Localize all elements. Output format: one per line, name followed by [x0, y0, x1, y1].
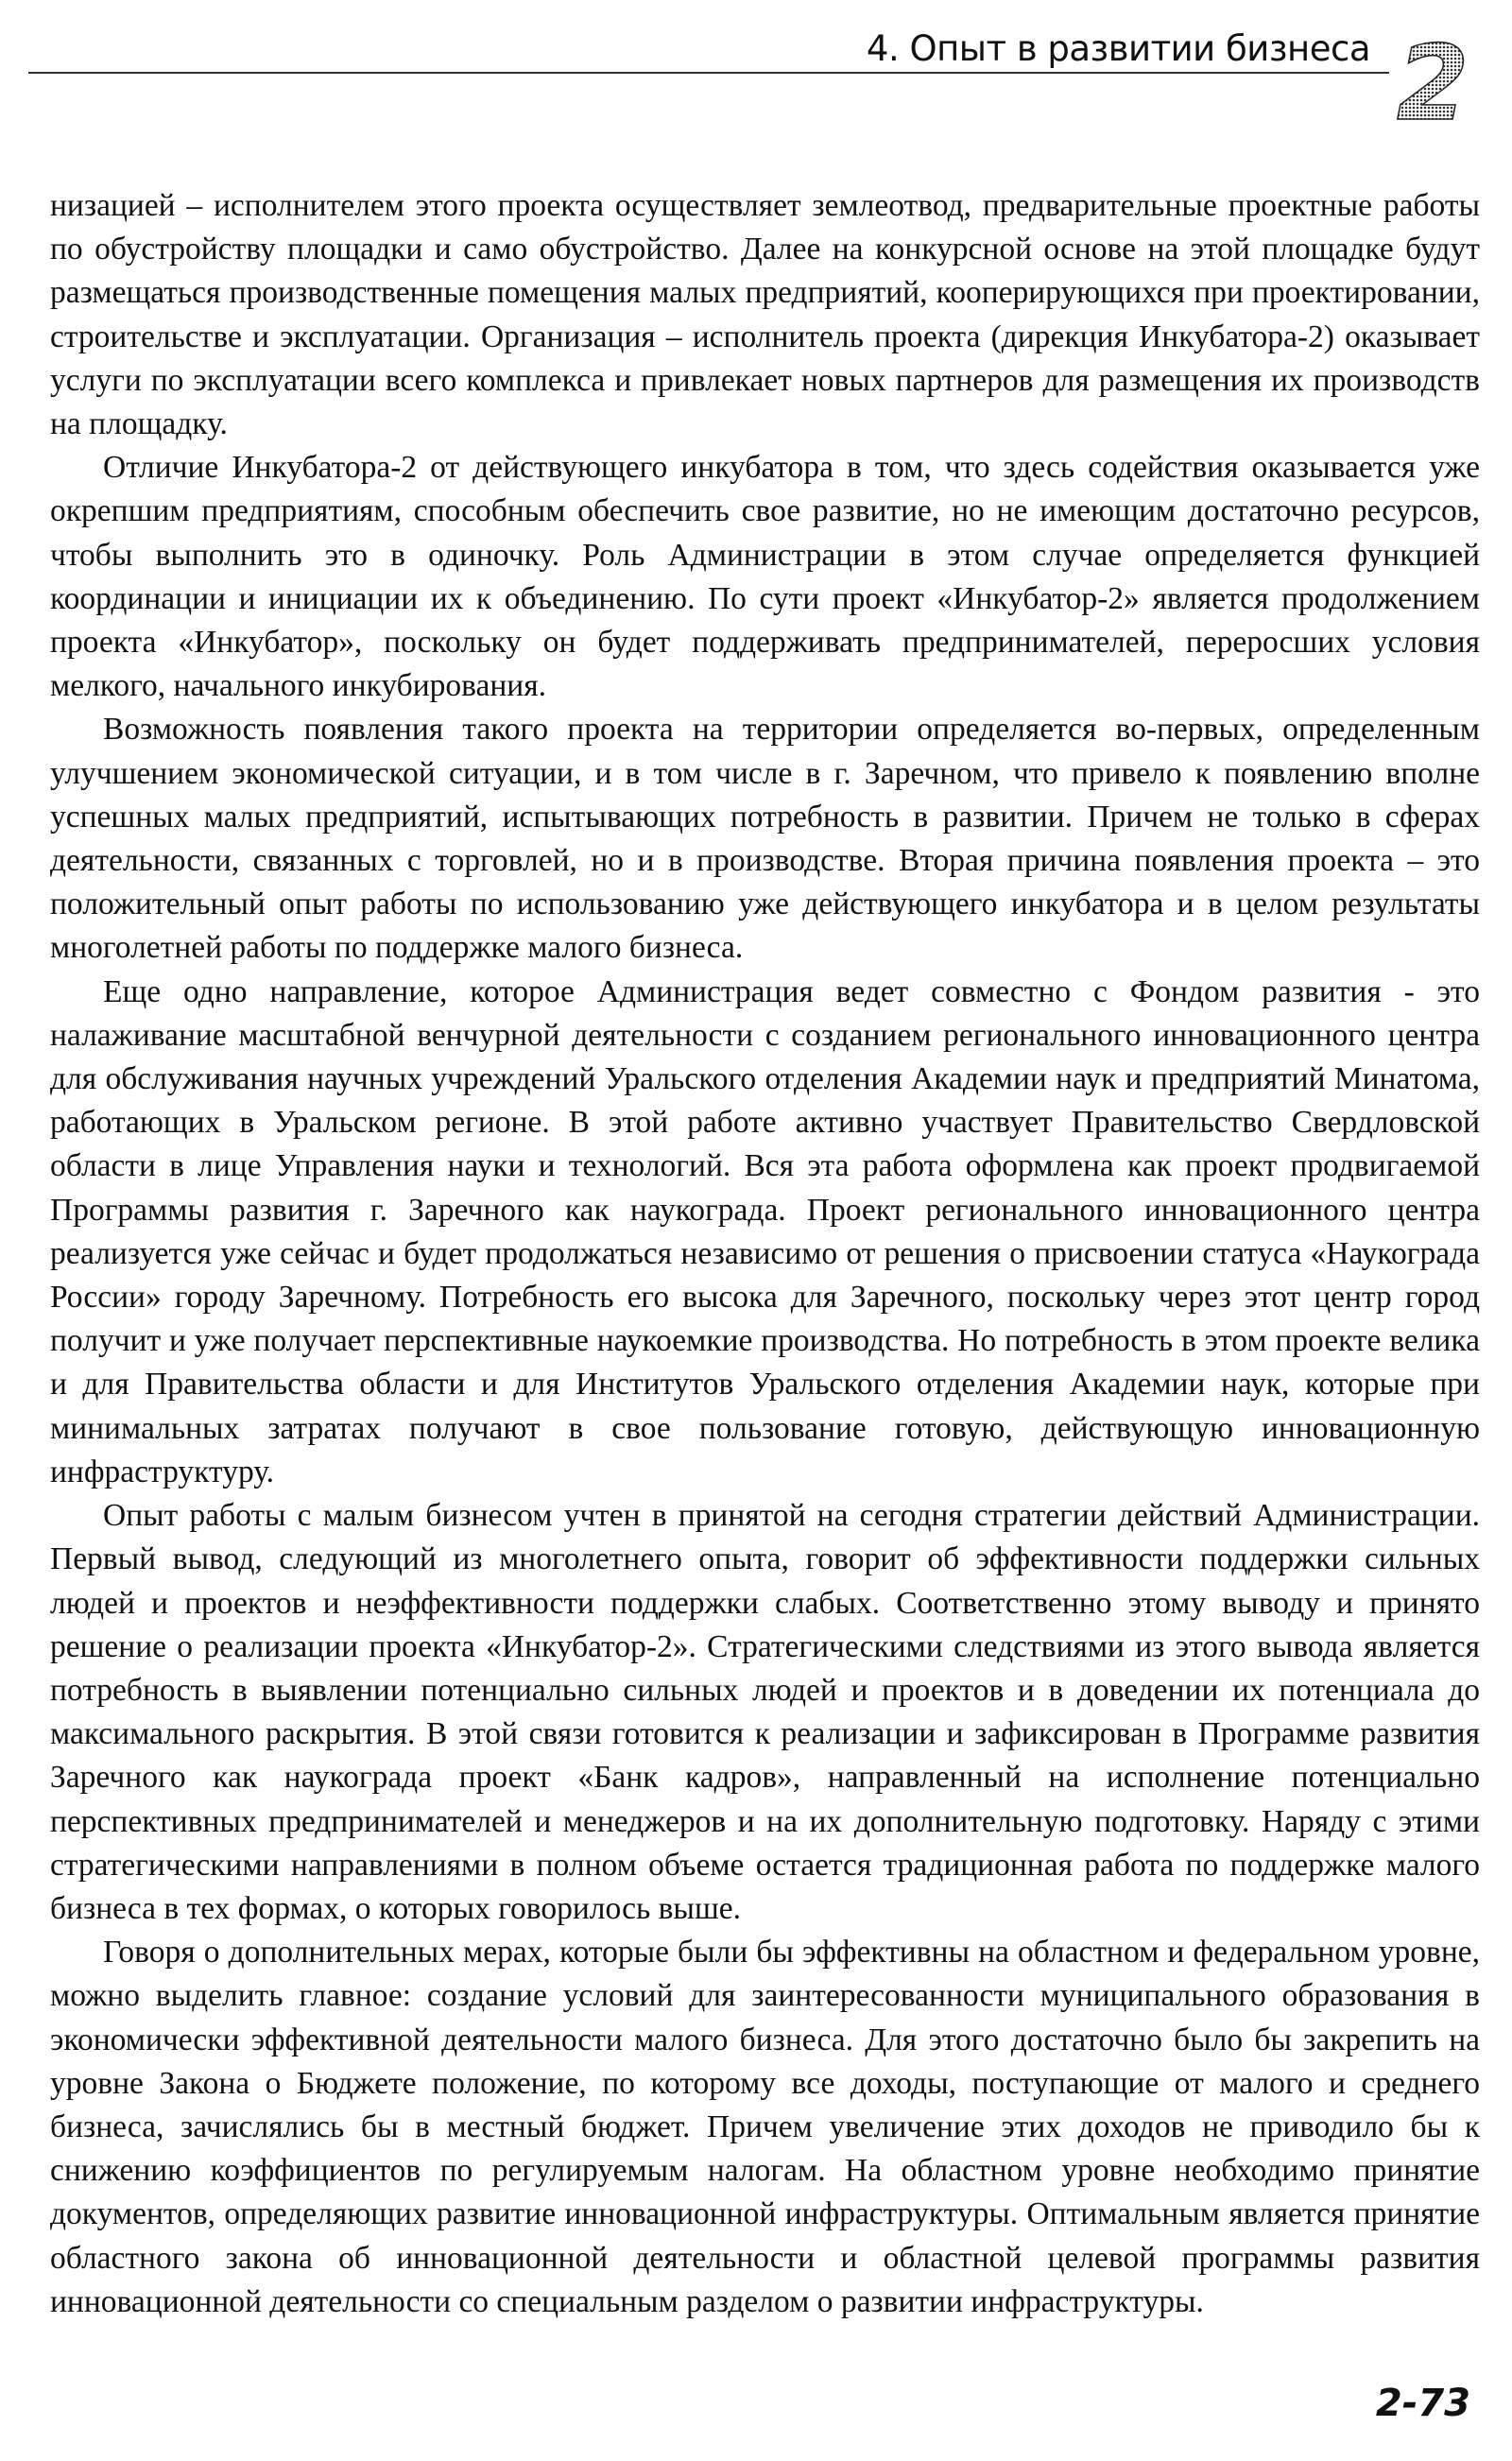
- paragraph: Опыт работы с малым бизнесом учтен в принятой на сегодня стратегии действий Администрации. Первый вывод, следующий из многолетнего опыта, говорит об эффективности поддержки сильных людей и проектов и неэффективности поддержки слабых. Соответственно этому выводу и принято решение о реализации проекта «Инкубатор-2». Стратегическими следствиями из этого вывода является потребность в выявлении потенциально сильных людей и проектов и в доведении их потенциала до максимального раскрытия. В этой связи готовится к реализации и зафиксирован в Программе развития Заречного как наукограда проект «Банк кадров», направленный на исполнение потенциально перспективных предпринимателей и менеджеров и на их дополнительную подготовку. Наряду с этими стратегическими направлениями в полном объеме остается традиционная работа по поддержке малого бизнеса в тех формах, о которых говорилось выше.: [50, 1498, 1480, 1926]
- paragraph: Отличие Инкубатора-2 от действующего инкубатора в том, что здесь содействия оказывается уже окрепшим предприятиям, способным обеспечить свое развитие, но не имеющим достаточно ресурсов, чтобы выполнить это в одиночку. Роль Администрации в этом случае определяется функцией координации и инициации их к объединению. По сути проект «Инкубатор-2» является продолжением проекта «Инкубатор», поскольку он будет поддерживать предпринимателей, переросших условия мелкого, начального инкубирования.: [50, 450, 1480, 704]
- paragraph: Говоря о дополнительных мерах, которые были бы эффективны на областном и федеральном уровне, можно выделить главное: создание условий для заинтересованности муниципального образования в экономически эффективной деятельности малого бизнеса. Для этого достаточно было бы закрепить на уровне Закона о Бюджете положение, по которому все доходы, поступающие от малого и среднего бизнеса, зачислялись бы в местный бюджет. Причем увеличение этих доходов не приводило бы к снижению коэффициентов по регулируемым налогам. На областном уровне необходимо принятие документов, определяющих развитие инновационной инфраструктуры. Оптимальным является принятие областного закона об инновационной деятельности и областной целевой программы развития инновационной деятельности со специальным разделом о развитии инфраструктуры.: [50, 1935, 1480, 2319]
- chapter-number-mark: [1389, 26, 1474, 130]
- body-text: [50, 184, 1480, 2324]
- page-number: 2-73: [1375, 2382, 1470, 2425]
- header-title: 4. Опыт в развитии бизнеса: [866, 28, 1370, 69]
- header-rule: [28, 72, 1389, 74]
- chapter-number-text: 2: [1397, 26, 1469, 130]
- paragraph: Еще одно направление, которое Администрация ведет совместно с Фондом развития - это налаживание масштабной венчурной деятельности с созданием регионального инновационного центра для обслуживания научных учреждений Уральского отделения Академии наук и предприятий Минатома, работающих в Уральском регионе. В этой работе активно участвует Правительство Свердловской области в лице Управления науки и технологий. Вся эта работа оформлена как проект продвигаемой Программы развития г. Заречного как наукограда. Проект регионального инновационного центра реализуется уже сейчас и будет продолжаться независимо от решения о присвоении статуса «Наукограда России» городу Заречному. Потребность его высока для Заречного, поскольку через этот центр город получит и уже получает перспективные наукоемкие производства. Но потребность в этом проекте велика и для Правительства области и для Институтов Уральского отделения Академии наук, которые при минимальных затратах получают в свое пользование готовую, действующую инновационную инфраструктуру.: [50, 973, 1480, 1489]
- running-header: [28, 26, 1474, 130]
- paragraph: низацией – исполнителем этого проекта осуществляет землеотвод, предварительные проектные работы по обустройству площадки и само обустройство. Далее на конкурсной основе на этой площадке будут размещаться производственные помещения малых предприятий, кооперирующихся при проектировании, строительстве и эксплуатации. Организация – исполнитель проекта (дирекция Инкубатора-2) оказывает услуги по эксплуатации всего комплекса и привлекает новых партнеров для размещения их производств на площадку.: [50, 188, 1480, 442]
- paragraph: Возможность появления такого проекта на территории определяется во-первых, определенным улучшением экономической ситуации, и в том числе в г. Заречном, что привело к появлению вполне успешных малых предприятий, испытывающих потребность в развитии. Причем не только в сферах деятельности, связанных с торговлей, но и в производстве. Вторая причина появления проекта – это положительный опыт работы по использованию уже действующего инкубатора и в целом результаты многолетней работы по поддержке малого бизнеса.: [50, 712, 1480, 966]
